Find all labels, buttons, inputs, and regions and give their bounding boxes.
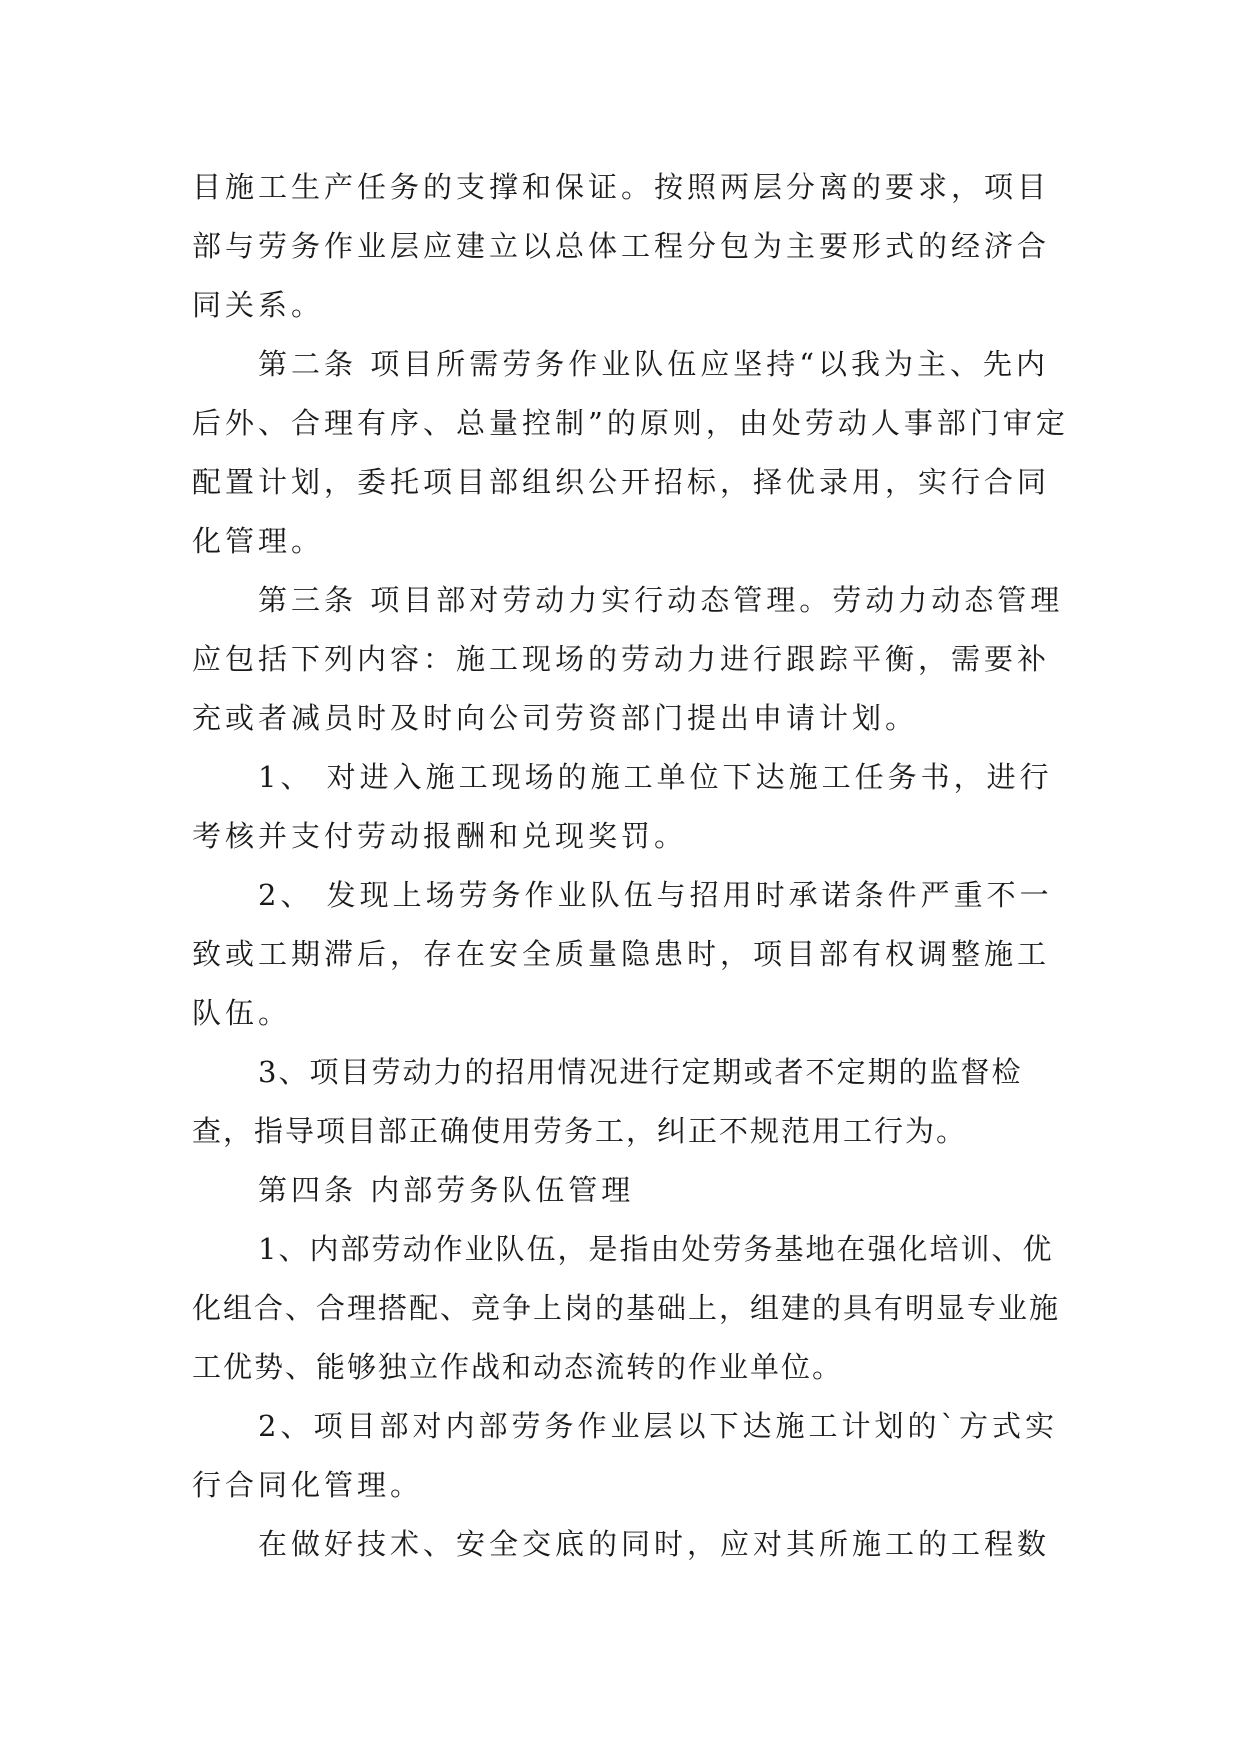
- paragraph-article-4-heading: 第四条 内部劳务队伍管理: [258, 1173, 635, 1207]
- paragraph-article-4-item-1: 1、内部劳动作业队伍，是指由处劳务基地在强化培训、优化组合、合理搭配、竞争上岗的基础上，组建的具有明显专业施工优势、能够独立作战和动态流转的作业单位。: [192, 1232, 1061, 1384]
- paragraph-article-3-item-3: 3、项目劳动力的招用情况进行定期或者不定期的监督检查，指导项目部正确使用劳务工，纠正不规范用工行为。: [192, 1055, 1023, 1148]
- paragraph-article-4-item-2: 2、项目部对内部劳务作业层以下达施工计划的`方式实行合同化管理。: [192, 1409, 1058, 1502]
- paragraph-article-2: 第二条 项目所需劳务作业队伍应坚持“以我为主、先内后外、合理有序、总量控制”的原则，由处劳动人事部门审定配置计划，委托项目部组织公开招标，择优录用，实行合同化管理。: [192, 347, 1069, 558]
- paragraph-article-3-item-2: 2、 发现上场劳务作业队伍与招用时承诺条件严重不一致或工期滞后，存在安全质量隐患时，项目部有权调整施工队伍。: [192, 878, 1053, 1030]
- paragraph-article-3: 第三条 项目部对劳动力实行动态管理。劳动力动态管理应包括下列内容：施工现场的劳动力进行跟踪平衡，需要补充或者减员时及时向公司劳资部门提出申请计划。: [192, 583, 1064, 735]
- paragraph-article-4-item-2-continued: 在做好技术、安全交底的同时，应对其所施工的工程数: [258, 1527, 1051, 1561]
- document-body: [192, 158, 1072, 1574]
- paragraph-article-3-item-1: 1、 对进入施工现场的施工单位下达施工任务书，进行考核并支付劳动报酬和兑现奖罚。: [192, 760, 1053, 853]
- paragraph-continuation: 目施工生产任务的支撑和保证。按照两层分离的要求，项目部与劳务作业层应建立以总体工程分包为主要形式的经济合同关系。: [192, 170, 1051, 322]
